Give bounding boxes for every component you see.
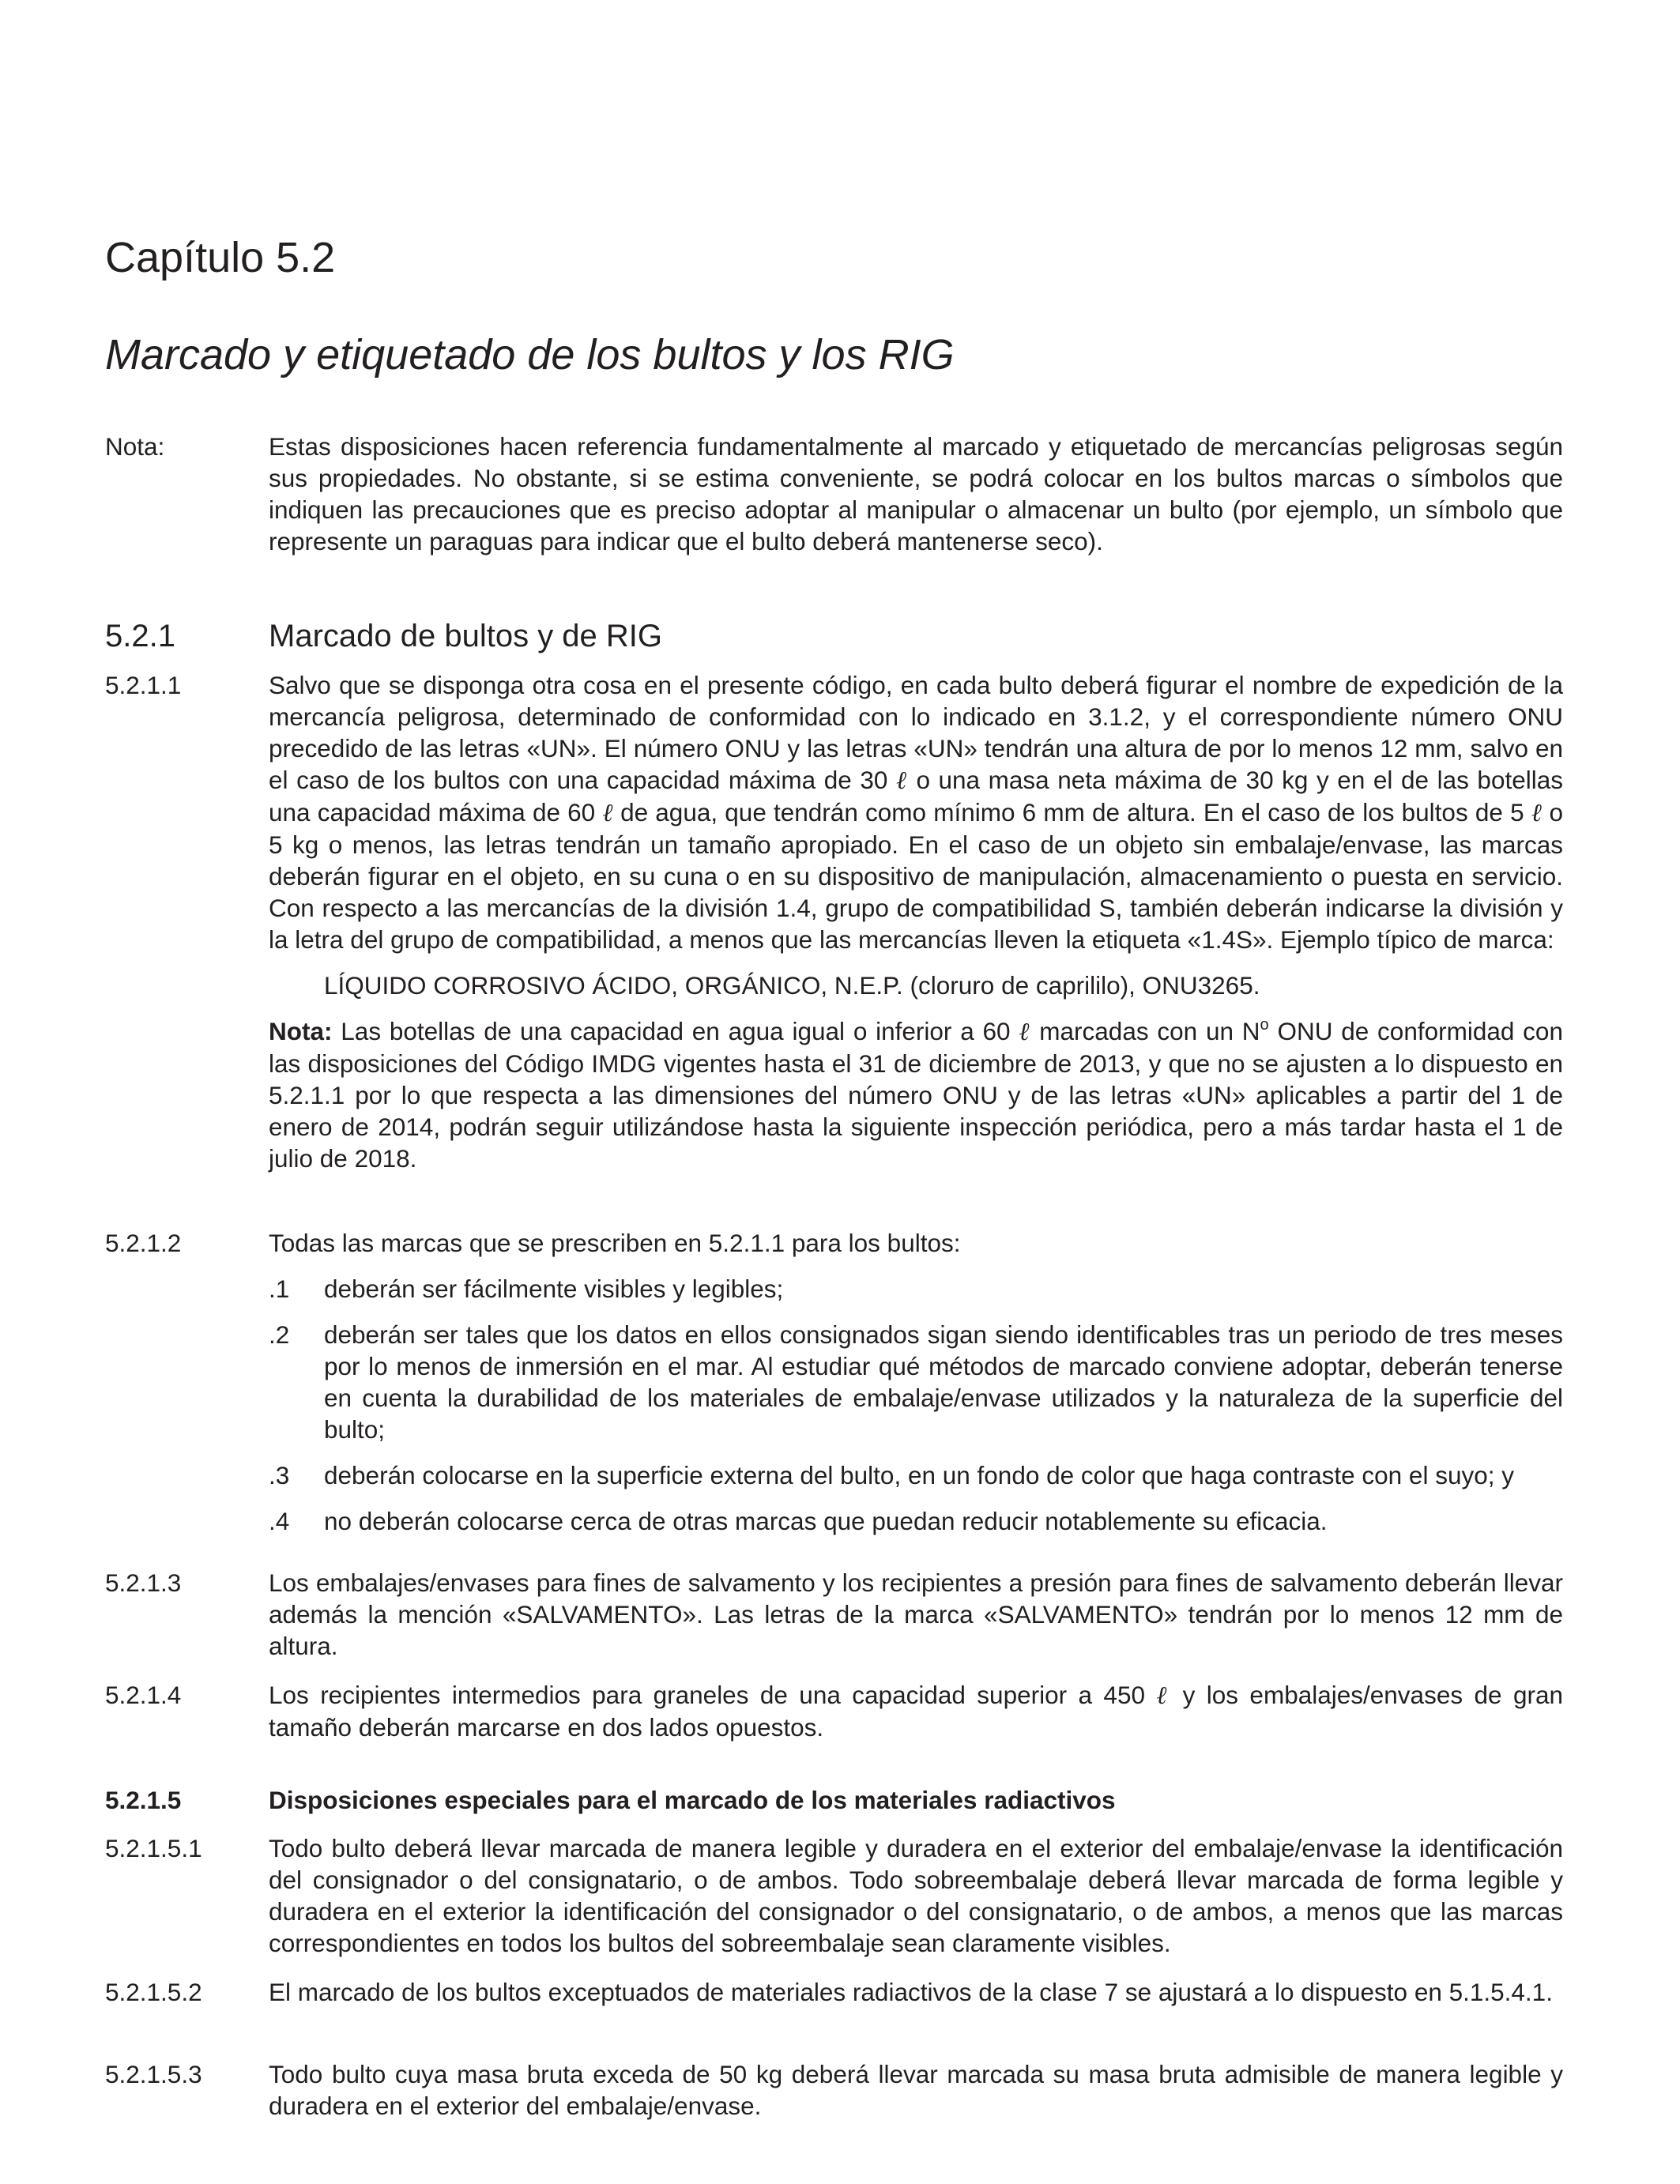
inline-note-label: Nota:: [269, 1017, 333, 1045]
section-heading-5-2-1: [105, 617, 1563, 655]
list-item: [105, 1459, 1563, 1491]
section-title: Marcado de bultos y de RIG: [269, 619, 663, 653]
paragraph-5-2-1-5-1: [105, 1832, 1563, 1959]
paragraph-number: 5.2.1.5.3: [105, 2060, 202, 2088]
note-label: Nota:: [105, 432, 165, 461]
paragraph-number: 5.2.1.5.1: [105, 1834, 202, 1862]
paragraph-number: 5.2.1.3: [105, 1568, 182, 1597]
paragraph-number: 5.2.1.5.2: [105, 1978, 202, 2006]
paragraph-text: El marcado de los bultos exceptuados de materiales radiactivos de la clase 7 se ajustará a lo dispuesto en 5.1.5.4.1.: [269, 1978, 1553, 2006]
paragraph-number: 5.2.1.2: [105, 1229, 182, 1257]
paragraph-text: Los recipientes intermedios para graneles de una capacidad superior a 450 ℓ y los embalajes/envases de gran tamaño deberán marcarse en dos lados opuestos.: [269, 1681, 1563, 1742]
inline-note: Nota: Las botellas de una capacidad en agua igual o inferior a 60 ℓ marcadas con un $N^o$ ONU de conformidad con las disposiciones del Código IMDG vigentes hasta el 31 de diciembre de 2013, y que no se ajusten a lo dispuesto en 5.2.1.1 por lo que respecta a las dimensiones del número ONU y de las letras «UN» aplicables a partir del 1 de enero de 2014, podrán seguir utilizándose hasta la siguiente inspección periódica, pero a más tardar hasta el 1 de julio de 2018.: [269, 1015, 1563, 1173]
chapter-subtitle: Marcado y etiquetado de los bultos y los RIG: [105, 330, 955, 378]
list-item: [105, 1505, 1563, 1537]
list-item: [105, 1319, 1563, 1445]
subsection-heading-5-2-1-5: [105, 1784, 1563, 1816]
note-text: Estas disposiciones hacen referencia fundamentalmente al marcado y etiquetado de mercancías peligrosas según sus propiedades. No obstante, si se estima conveniente, se podrá colocar en los bultos marcas o símbolos que indiquen las precauciones que es preciso adoptar al manipular o almacenar un bulto (por ejemplo, un símbolo que represente un paraguas para indicar que el bulto deberá mantenerse seco).: [269, 432, 1563, 555]
list-item-text: deberán ser tales que los datos en ellos consignados sigan siendo identificables tras un periodo de tres meses por lo menos de inmersión en el mar. Al estudiar qué métodos de marcado conviene adoptar, deberán tenerse en cuenta la durabilidad de los materiales de embalaje/envase utilizados y la naturaleza de la superficie del bulto;: [324, 1320, 1563, 1444]
list-item: [105, 1273, 1563, 1305]
marking-example: LÍQUIDO CORROSIVO ÁCIDO, ORGÁNICO, N.E.P. (cloruro de caprililo), ONU3265.: [324, 971, 1260, 1000]
list-item-text: deberán ser fácilmente visibles y legibles;: [324, 1275, 784, 1303]
paragraph-5-2-1-5-2: [105, 1976, 1563, 2008]
paragraph-text: Los embalajes/envases para fines de salvamento y los recipientes a presión para fines de salvamento deberán llevar además la mención «SALVAMENTO». Las letras de la marca «SALVAMENTO» tendrán por lo menos 12 mm de altura.: [269, 1568, 1563, 1660]
paragraph-text: Todo bulto deberá llevar marcada de manera legible y duradera en el exterior del embalaje/envase la identificación del consignador o del consignatario, o de ambos. Todo sobreembalaje deberá llevar marcada de forma legible y duradera en el exterior la identificación del consignador o del consignatario, o de ambos, a menos que las marcas correspondientes en todos los bultos del sobreembalaje sean claramente visibles.: [269, 1834, 1563, 1957]
paragraph-5-2-1-4: [105, 1679, 1563, 1743]
paragraph-number: 5.2.1.5: [105, 1786, 182, 1814]
paragraph-text: Salvo que se disponga otra cosa en el presente código, en cada bulto deberá figurar el nombre de expedición de la mercancía peligrosa, determinado de conformidad con lo indicado en 3.1.2, y el correspondiente número ONU precedido de las letras «UN». El número ONU y las letras «UN» tendrán una altura de por lo menos 12 mm, salvo en el caso de los bultos con una capacidad máxima de 30 ℓ o una masa neta máxima de 30 kg y en el de las botellas una capacidad máxima de 60 ℓ de agua, que tendrán como mínimo 6 mm de altura. En el caso de los bultos de 5 ℓ o 5 kg o menos, las letras tendrán un tamaño apropiado. En el caso de un objeto sin embalaje/envase, las marcas deberán figurar en el objeto, en su cuna o en su dispositivo de manipulación, almacenamiento o puesta en servicio. Con respecto a las mercancías de la división 1.4, grupo de compatibilidad S, también deberán indicarse la división y la letra del grupo de compatibilidad, a menos que las mercancías lleven la etiqueta «1.4S». Ejemplo típico de marca:: [269, 671, 1564, 954]
list-item-marker: .2: [269, 1320, 290, 1349]
chapter-title: Capítulo 5.2: [105, 234, 336, 282]
paragraph-intro: Todas las marcas que se prescriben en 5.2.1.1 para los bultos:: [269, 1229, 961, 1257]
list-item-marker: .4: [269, 1507, 290, 1535]
paragraph-5-2-1-3: [105, 1567, 1563, 1662]
list-item-marker: .1: [269, 1275, 290, 1303]
subsection-title: Disposiciones especiales para el marcado de los materiales radiactivos: [269, 1786, 1116, 1814]
paragraph-5-2-1-1: [105, 669, 1563, 1174]
list-item-text: no deberán colocarse cerca de otras marcas que puedan reducir notablemente su eficacia.: [324, 1507, 1328, 1535]
list-item-marker: .3: [269, 1461, 290, 1489]
intro-note: [105, 431, 1563, 557]
list-item-text: deberán colocarse en la superficie externa del bulto, en un fondo de color que haga contraste con el suyo; y: [324, 1461, 1514, 1489]
paragraph-5-2-1-5-3: [105, 2058, 1563, 2122]
paragraph-number: 5.2.1.1: [105, 671, 182, 699]
paragraph-number: 5.2.1.4: [105, 1681, 182, 1709]
paragraph-5-2-1-2: [105, 1227, 1563, 1537]
section-number: 5.2.1: [105, 619, 175, 653]
paragraph-text: Todo bulto cuya masa bruta exceda de 50 kg deberá llevar marcada su masa bruta admisible de manera legible y duradera en el exterior del embalaje/envase.: [269, 2060, 1563, 2120]
